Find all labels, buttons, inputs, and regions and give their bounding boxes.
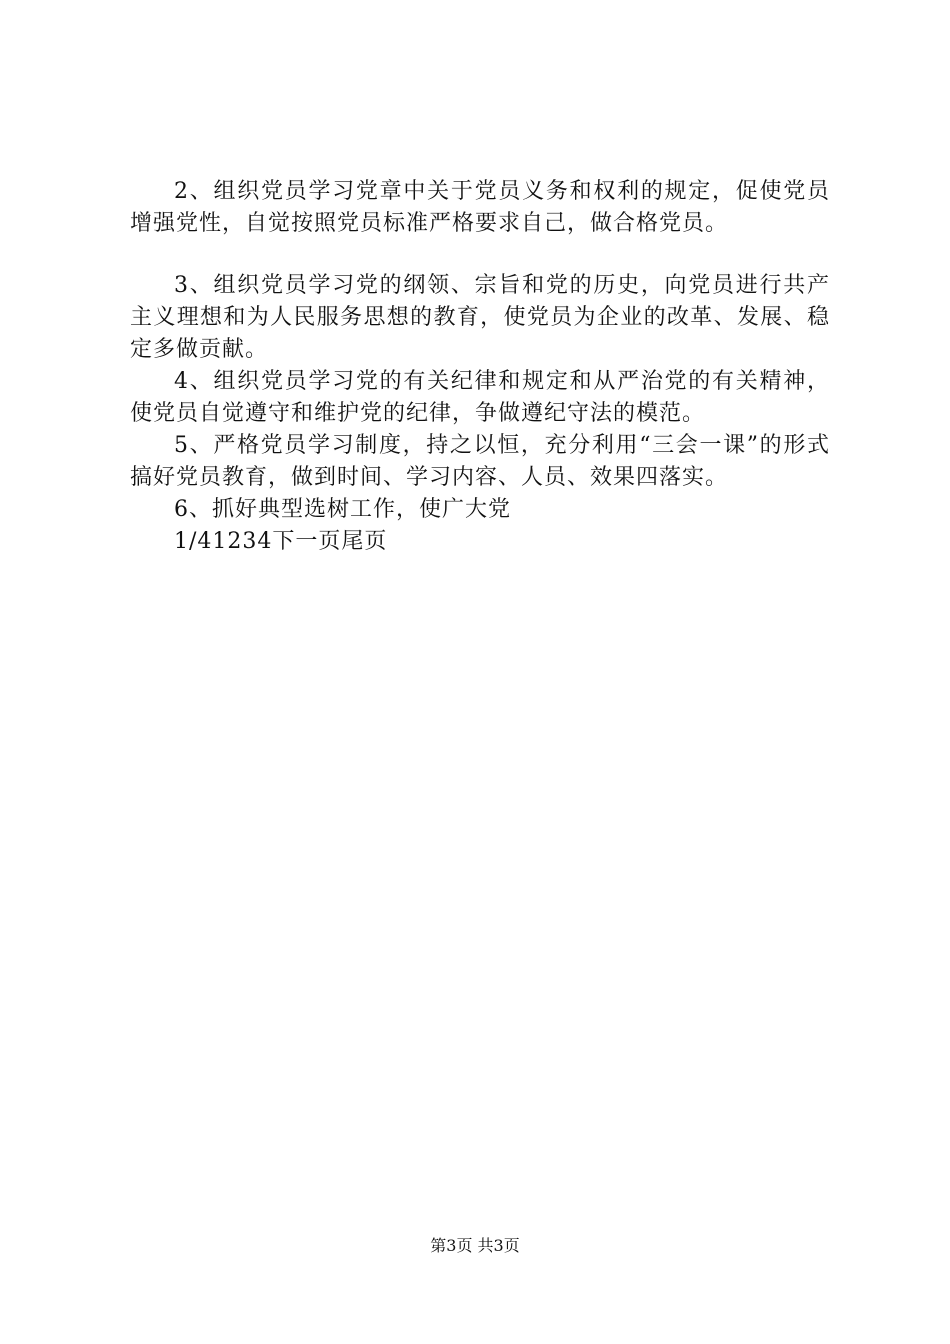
- paragraph-3: 3、组织党员学习党的纲领、宗旨和党的历史，向党员进行共产主义理想和为人民服务思想的教育，使党员为企业的改革、发展、稳定多做贡献。: [130, 273, 830, 362]
- paragraph-spacer: [130, 240, 830, 270]
- paragraph-6: 6、抓好典型选树工作，使广大党: [174, 497, 511, 522]
- document-body: [130, 176, 830, 558]
- paragraph-5: 5、严格党员学习制度，持之以恒，充分利用“三会一课”的形式搞好党员教育，做到时间、学习内容、人员、效果四落实。: [130, 433, 830, 490]
- paragraph-4: 4、组织党员学习党的有关纪律和规定和从严治党的有关精神，使党员自觉遵守和维护党的纪律，争做遵纪守法的模范。: [130, 369, 830, 426]
- paragraph-2: 2、组织党员学习党章中关于党员义务和权利的规定，促使党员增强党性，自觉按照党员标准严格要求自己，做合格党员。: [130, 179, 830, 236]
- page-footer: 第3页 共3页: [430, 1236, 520, 1255]
- pagination-links[interactable]: 1/41234下一页尾页: [174, 529, 388, 554]
